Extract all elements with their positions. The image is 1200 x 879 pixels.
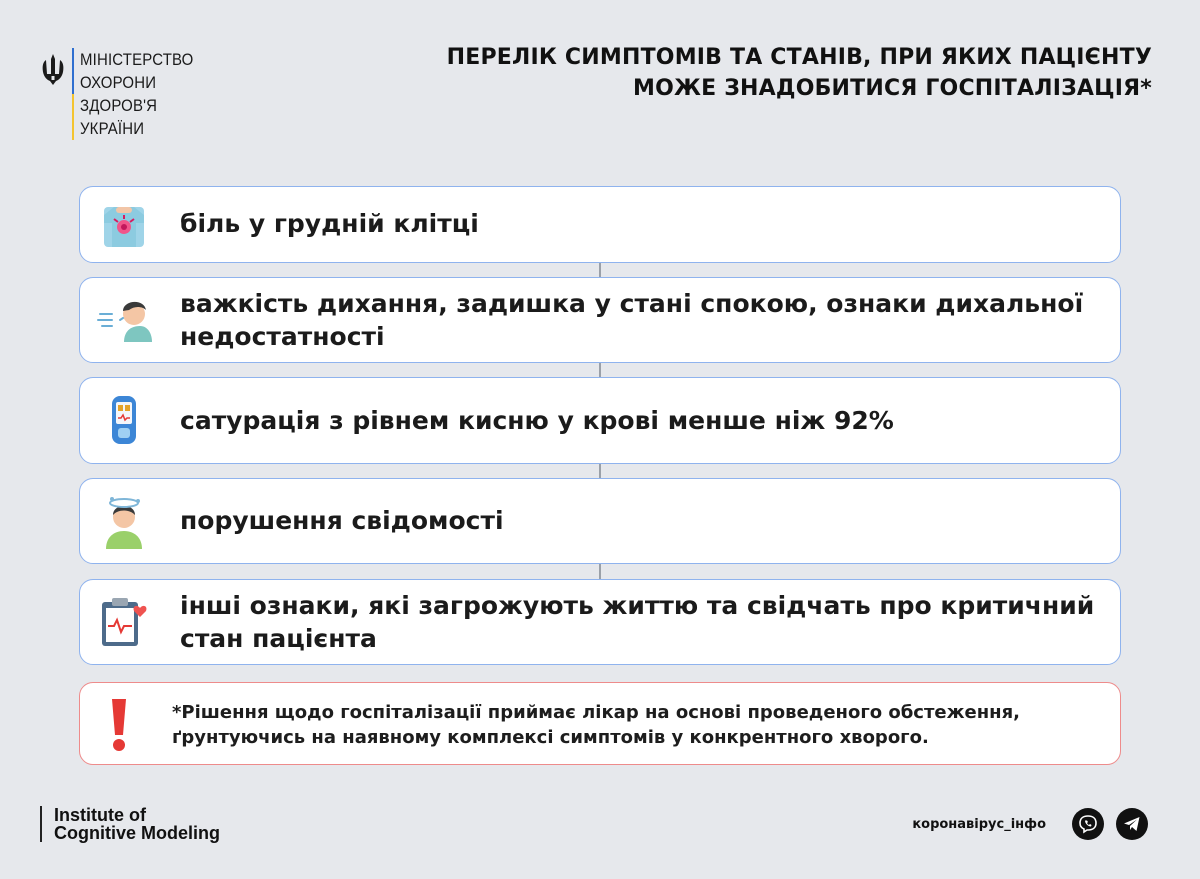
symptom-text: інші ознаки, які загрожують життю та свідчать про критичний стан пацієнта (180, 591, 1095, 653)
viber-icon[interactable] (1072, 808, 1104, 840)
exclamation-icon (108, 697, 130, 753)
flag-bar (72, 48, 74, 140)
symptom-card-saturation (79, 377, 1121, 464)
institute-line-2: Cognitive Modeling (54, 823, 220, 843)
ministry-logo (40, 48, 209, 140)
symptom-text: біль у грудній клітці (180, 209, 479, 238)
connector-line (599, 362, 601, 378)
page-title (447, 42, 1152, 104)
institute-line-1: Institute of (54, 805, 146, 825)
medical-clipboard-icon (96, 594, 152, 650)
dizzy-person-icon (96, 493, 152, 549)
institute-bar (40, 806, 42, 842)
hospitalization-note (79, 682, 1121, 765)
symptom-text: важкість дихання, задишка у стані спокою, ознаки дихальної недостатності (180, 289, 1084, 351)
breathing-difficulty-icon (96, 292, 152, 348)
symptom-text: порушення свідомості (180, 506, 504, 535)
trident-icon (40, 52, 66, 86)
connector-line (599, 563, 601, 579)
connector-line (599, 463, 601, 479)
site-link[interactable]: коронавірус_інфо (912, 816, 1046, 832)
symptom-card-breathing (79, 277, 1121, 363)
chest-pain-icon (96, 197, 152, 253)
connector-line (599, 262, 601, 278)
symptom-card-consciousness (79, 478, 1121, 564)
pulse-oximeter-icon (96, 392, 152, 448)
title-line-1: ПЕРЕЛІК СИМПТОМІВ ТА СТАНІВ, ПРИ ЯКИХ ПАЦІЄНТУ (446, 45, 1152, 70)
institute-logo (40, 806, 220, 842)
symptom-text: сатурація з рівнем кисню у крові менше ніж 92% (180, 406, 894, 435)
symptom-card-critical (79, 579, 1121, 665)
telegram-icon[interactable] (1116, 808, 1148, 840)
ministry-line-1: МІНІСТЕРСТВО (80, 50, 194, 69)
ministry-line-3: ЗДОРОВ'Я (80, 96, 158, 115)
note-text: *Рішення щодо госпіталізації приймає лікар на основі проведеного обстеження, ґрунтуючись на наявному комплексі симптомів у конкрентного хворого. (172, 702, 1020, 748)
symptom-card-chest-pain (79, 186, 1121, 263)
ministry-name (80, 48, 193, 140)
ministry-line-4: УКРАЇНИ (80, 119, 145, 138)
ministry-line-2: ОХОРОНИ (80, 73, 157, 92)
title-line-2: МОЖЕ ЗНАДОБИТИСЯ ГОСПІТАЛІЗАЦІЯ* (633, 76, 1152, 101)
footer-links (912, 808, 1148, 840)
